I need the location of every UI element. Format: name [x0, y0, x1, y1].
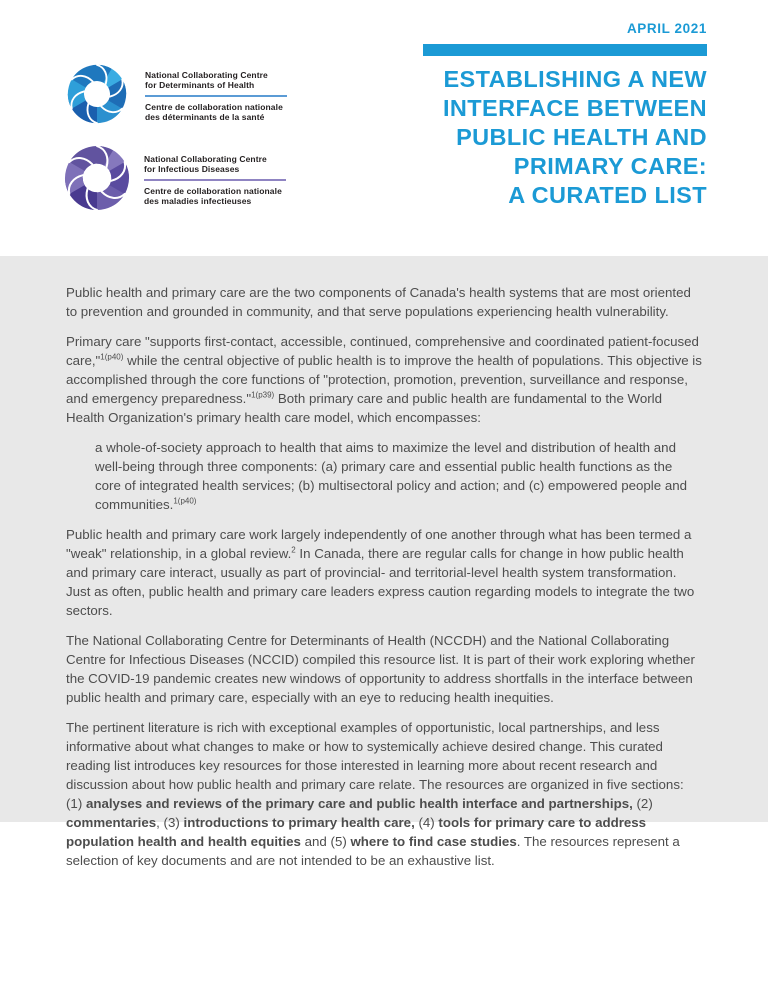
- nccdh-name-french: Centre de collaboration nationale des déterminants de la santé: [145, 102, 283, 122]
- paragraph-nccdh-nccid: The National Collaborating Centre for Determinants of Health (NCCDH) and the National Collaborating Centre for Infectious Diseases (NCCID) compiled this resource list. It is part of their work exploring whether the COVID-19 pandemic creates new windows of opportunity to address shortfalls in the interface between public health and primary care, especially with an eye to reducing health inequities.: [66, 633, 695, 705]
- blockquote-who-model: a whole-of-society approach to health that aims to maximize the level and distribution of health and well-being through three components: (a) primary care and essential public health functions as the core of integrated health services; (b) multisectoral policy and action; and (c) empowered people and communities.$^{1(p40)}$: [95, 440, 688, 512]
- nccid-name-english: National Collaborating Centre for Infectious Diseases: [144, 154, 267, 174]
- paragraph-primary-care-definition: Primary care "supports first-contact, accessible, continued, comprehensive and coordinated patient-focused care,"$^{1(p40)}$ while the central objective of public health is to improve the health of populations. This objective is accomplished through the core functions of "protection, promotion, prevention, surveillance and response, and emergency preparedness."$^{1(p39)}$ Both primary care and public health are fundamental to the World Health Organization's primary health care model, which encompasses:: [66, 334, 702, 425]
- document-header: [0, 0, 768, 256]
- nccdh-swirl-logo-icon: [66, 63, 128, 125]
- title-accent-bar: [423, 44, 707, 56]
- nccdh-divider-rule: [145, 95, 287, 97]
- nccid-divider-rule: [144, 179, 286, 181]
- nccid-swirl-logo-icon: [63, 144, 131, 212]
- paragraph-weak-relationship: Public health and primary care work largely independently of one another through what has been termed a "weak" relationship, in a global review.$^2$ In Canada, there are regular calls for change in how public health and primary care interact, usually as part of provincial- and territorial-level health system transformation. Just as often, public health and primary care leaders express caution regarding models to integrate the two sectors.: [66, 527, 695, 618]
- issue-date: APRIL 2021: [626, 21, 707, 36]
- paragraph-five-sections: The pertinent literature is rich with exceptional examples of opportunistic, local partnerships, and less informative about what changes to make or how to systemically achieve desired change. This curated reading list introduces key resources for those interested in learning more about recent research and discussion about how public health and primary care relate. The resources are organized in five sections: (1) analyses and reviews of the primary care and public health interface and partnerships, (2) commentaries, (3) introductions to primary health care, (4) tools for primary care to address population health and health equities and (5) where to find case studies. The resources represent a selection of key documents and are not intended to be an exhaustive list.: [66, 720, 684, 868]
- page-title: ESTABLISHING A NEW INTERFACE BETWEEN PUBLIC HEALTH AND PRIMARY CARE: A CURATED LIST: [442, 66, 707, 208]
- nccid-logo-block: [63, 144, 312, 212]
- nccid-name-french: Centre de collaboration nationale des maladies infectieuses: [144, 186, 282, 206]
- nccdh-logo-block: [66, 63, 313, 125]
- nccdh-name-english: National Collaborating Centre for Determinants of Health: [145, 70, 268, 90]
- document-body: [0, 256, 768, 868]
- paragraph-intro: Public health and primary care are the two components of Canada's health systems that are most oriented to prevention and grounded in community, and that serve populations experiencing health vulnerability.: [66, 285, 691, 319]
- title-block: [367, 21, 707, 210]
